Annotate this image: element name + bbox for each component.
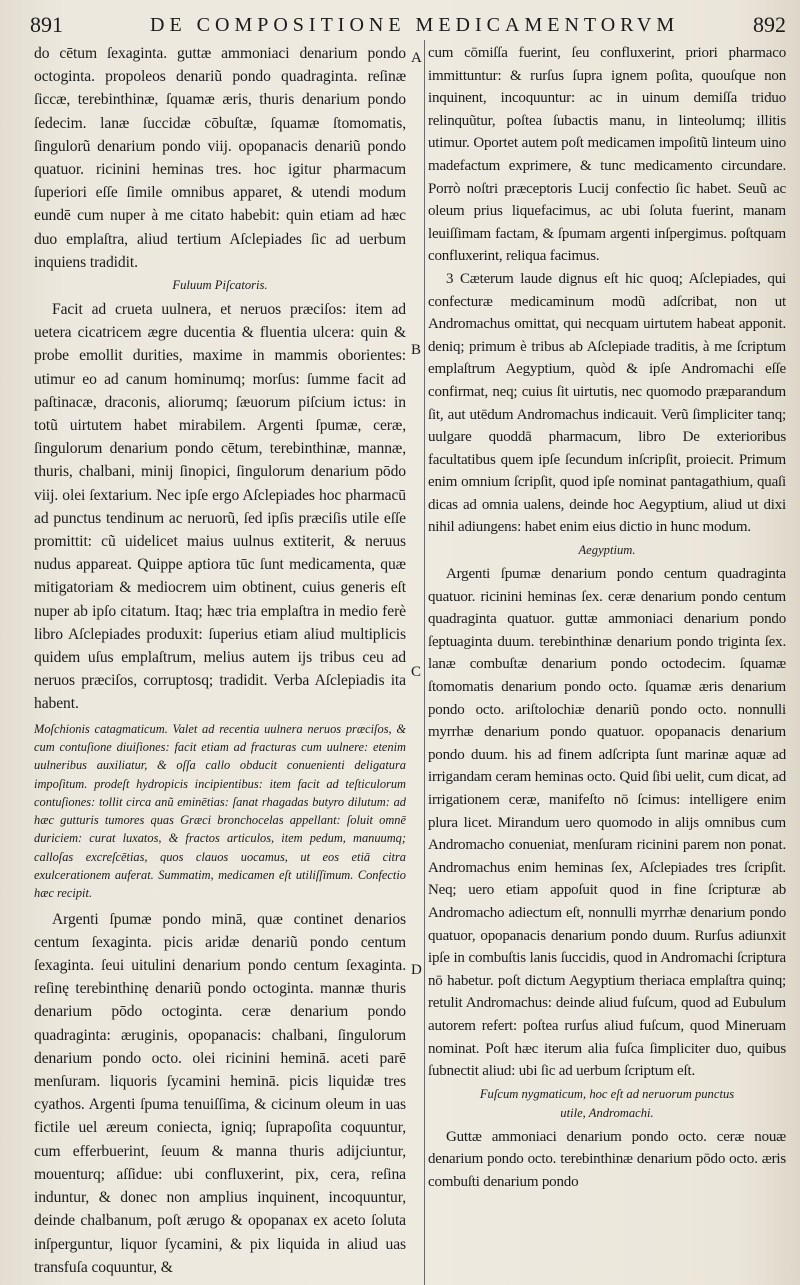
margin-letter-a: A: [411, 50, 422, 66]
left-section-heading-fuluum: Fuluum Piſcatoris.: [172, 278, 268, 293]
column-divider: [424, 40, 425, 1285]
left-paragraph-1: do cētum ſexaginta. guttæ ammoniaci denarium pondo octoginta. propoleos denariũ pondo quadraginta. reſinæ ſiccæ, terebinthinæ, ſquamæ æris, thuris denarium pondo ſedecim. lanæ ſuccidæ cōbuſtæ, ſquamæ ſtomomatis, ſingulorũ denarium pondo viij. opopanacis denariũ pondo quatuor. ricinini heminas tres. hoc igitur pharmacum ſuperiori eſſe ſimile omnibus apparet, & utendi modum eundē cum nuper à me citato habebit: quin etiam ad hæc duo emplaſtra, aliud tertium Aſclepiades ſic ad uerbum inquiens tradidit.: [34, 45, 406, 271]
page-number-left: 891: [30, 12, 63, 37]
right-column: [428, 42, 786, 1279]
margin-letter-c: C: [411, 664, 422, 680]
page-number-right: 892: [753, 12, 786, 37]
right-paragraph-3: Argenti ſpumæ denarium pondo centum quadraginta quatuor. ricinini heminas ſex. ceræ denarium pondo centum quadraginta quatuor. guttæ ammoniaci denarium pondo ſeptuaginta duum. terebinthinæ denarium pondo triginta ſex. lanæ combuſtæ denarium pondo octodecim. ſquamæ ſtomomatis denarium pondo octo. ſquamæ æris denarium pondo octo. ariſtolochiæ denariũ pondo octo. nonnulli myrrhæ denarium pondo quatuor. opopanacis denarium pondo duum. his ad finem adſcripta ſunt marinæ aquæ ad irrigandam ceram heminas octo. Quid ſibi uelit, cum dicat, ad irrigationem ceræ, manifeſto nō ſcimus: intelligere enim plura licet. Mirandum uero quomodo in alijs omnibus cum Andromacho conueniat, menſuram ricinini parem non ponat. Andromachus enim heminas ſex, Aſclepiades tres ſcripſit. Neq; uero etiam appoſuit quod in fine ſcripturæ ab Andromacho adiectum eſt, nonnulli myrrhæ denarium pondo quatuor, opopanacis denarium pondo duum. Rurſus adiunxit ipſe in combuſtis lanis ſuccidis, quod in Andromachi ſcriptura nō habetur. poſt dictum Aegyptium theriaca emplaſtra quinq; retulit Andromachus: deinde aliud fuſcum, quod ad Eubulum autorem refert: poſtea rurſus aliud fuſcum, quod Mineruam nominat. Poſt hæc iterum alia fuſca ſimpliciter duo, quibus ſubnectit aliud: ubi ſic ad uerbum ſcriptum eſt.: [428, 566, 786, 1080]
fuscum-heading-line-2: utile, Andromachi.: [560, 1105, 654, 1120]
running-title: DE COMPOSITIONE MEDICAMENTORVM: [150, 14, 680, 36]
left-paragraph-3: Argenti ſpumæ pondo minā, quæ continet denarios centum ſexaginta. picis aridæ denariũ pondo centum ſexaginta. ſeui uitulini denarium pondo centum ſexaginta. reſinę terebinthinę denariũ pondo octoginta. mannæ thuris denarium pōdo octoginta. ceræ denarium pondo quadraginta: æruginis, opopanacis: chalbani, ſingulorum denarium pondo octo. olei ricinini heminā. aceti parē menſuram. liquoris ſycamini heminā. picis liquidæ tres cyathos. Argenti ſpuma tenuiſſima, & cicinum oleum in uas fictile uel æreum coniecta, igniq; ſuprapoſita coquuntur, cum efferbuerint, ſeuum & manna thuris adijciuntur, mouenturq; aſſidue: ubi confluxerint, pix, cera, reſina induntur, & donec non amplius inquinent, incoquuntur, deinde chalbanum, poſt ærugo & opopanax ex aceto ſoluta inſperguntur, liquor ſycamini, & pix liquida in aliud uas transfuſa coquuntur, &: [34, 910, 406, 1276]
left-column: [34, 42, 406, 1279]
right-section-heading-aegyptium: Aegyptium.: [578, 543, 636, 558]
margin-letter-d: D: [411, 962, 422, 978]
right-paragraph-1: cum cōmiſſa fuerint, ſeu confluxerint, priori pharmaco immittuntur: & rurſus ſupra ignem poſita, quouſque non inquinent, incoquuntur: ac in uinum demiſſa triduo relinquũtur, poſtea ſubactis manu, in linteolumq; illitis utimur. Oportet autem poſt medicamen impoſitũ linteum uino madefactum exprimere, & tunc medicamento circundare. Porrò noſtri præceptoris Lucij confectio ſic habet. Seuũ ac oleum prius liquefacimus, ac ubi ſoluta fuerint, manam leuiſſimam factam, & ſpumam argenti inſpergimus. poſtquam confluxerint, reliqua facimus.: [428, 45, 786, 265]
running-header: [0, 10, 800, 40]
right-paragraph-4: Guttæ ammoniaci denarium pondo octo. ceræ nouæ denarium pondo octo. terebinthinæ denarium pōdo octo. æris combuſti denarium pondo: [428, 1128, 786, 1190]
right-paragraph-2: 3 Cæterum laude dignus eſt hic quoq; Aſclepiades, qui confecturæ medicaminum modũ adſcribat, non ut Andromachus omittat, qui necquam uirtutem habeat apponit. deniq; primum è tribus ab Aſclepiade traditis, à me ſcriptum emplaſtrum Aegyptium, quòd & ipſe Andromachi eſſe confirmat, neq; cuius ſit uirtutis, nec quomodo præparandum ſit, aut utēdum Andromachus indicauit. Verũ ſimpliciter tanq; uulgare quoddā pharmacum, libro De exterioribus facultatibus quem ipſe ſecundum inſcripſit, proiecit. Primum enim omnium ſcripſit, quod ipſe nominat pantagathium, quaſi dicas ad omnia ualens, deinde hoc Aegyptium, aliud ut dixi nihil adiungens: habet enim eius dictio in hunc modum.: [428, 270, 786, 536]
left-italic-note: Moſchionis catagmaticum. Valet ad recentia uulnera neruos præciſos, & cum contuſione diuiſiones: facit etiam ad fracturas cum uulnere: etenim uulneribus auxiliatur, & oſſa callo obducit conuenienti deligatura impoſitum. prodeſt hydropicis incipientibus: item facit ad teſticulorum contuſiones: tollit circa anũ eminētias: ſanat rhagadas butyro dilutum: ad hæc gutturis tumores quas Græci bronchocelas appellant: ſoluit omnē duriciem: curat luxatos, & fractos articulos, item pedum, manuumq; calloſas excreſcētias, quos clauos uocamus, ut eos etiā citra exulcerationem auferat. Summatim, medicamen eſt utiliſſimum. Confectio hæc recipit.: [34, 721, 406, 901]
right-section-heading-fuscum: [428, 1085, 786, 1123]
margin-letter-b: B: [411, 342, 422, 358]
left-paragraph-2: Facit ad crueta uulnera, et neruos præciſos: item ad uetera cicatricem ægre ducentia & fluentia ulcera: quin & probe emollit durities, maxime in mammis oborientes: utimur eo ad canum hominumq; morſus: ſumme facit ad paſtinacæ, draconis, aliorumq; ſæuorum piſcium ictus: in totũ uirtutem habet mirabilem. Argenti ſpumæ, ceræ, ſingulorum denarium pondo cētum, terebinthinæ, mannæ, thuris, chalbani, minij ſinopici, ſingulorum denarium pōdo viij. olei ſextarium. Nec ipſe ergo Aſclepiades hoc pharmacū ad punctus tendinum ac neruorũ, ſed ipſis præciſis utile eſſe promittit: cũ uidelicet maius uulnus extiterit, & neruus nudus appareat. Quippe aptiora tūc ſunt medicamenta, quæ mitigatoriam & mediocrem uim obtinent, cuius generis eſt nuper ab ipſo citatum. Itaq; hæc tria emplaſtra in medio ferè libro Aſclepiades produxit: ſuperius etiam aliud multiplicis quidem uſus emplaſtrum, melius autem ijs tribus ceu ad neruos præciſos, corruptosq; tradidit. Verba Aſclepiadis ita habent.: [34, 301, 406, 713]
fuscum-heading-line-1: Fuſcum nygmaticum, hoc eſt ad neruorum punctus: [479, 1086, 735, 1101]
